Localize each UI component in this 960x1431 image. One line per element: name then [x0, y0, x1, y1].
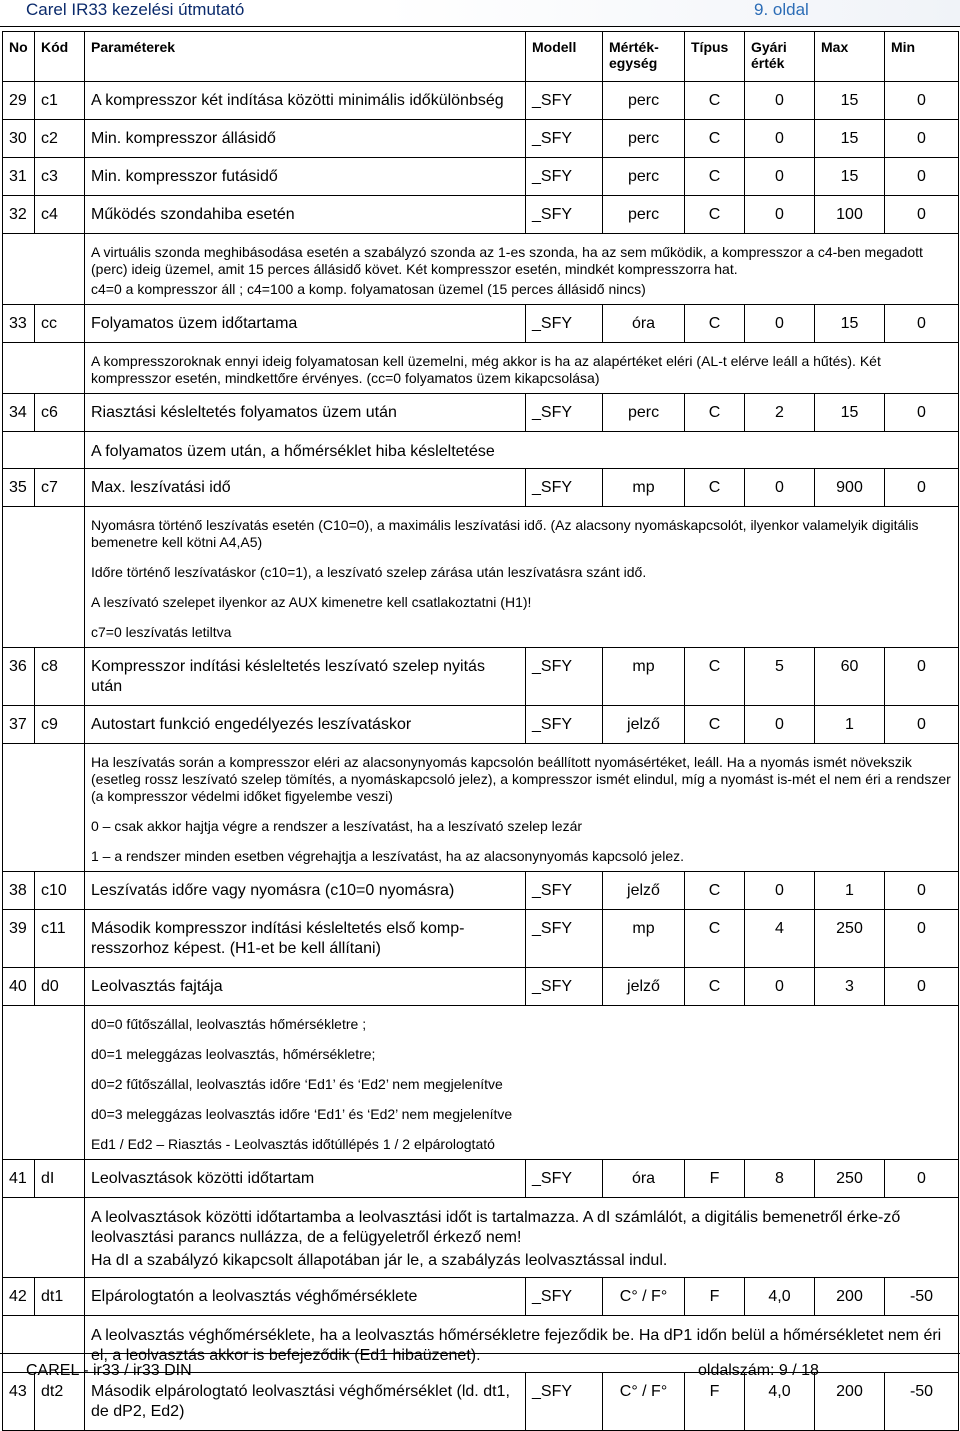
param-code: c1: [35, 82, 85, 120]
param-no: 36: [3, 648, 35, 706]
param-max: 15: [815, 158, 885, 196]
param-type: C: [685, 648, 745, 706]
param-name: Min. kompresszor állásidő: [85, 120, 526, 158]
param-default: 0: [745, 968, 815, 1006]
table-row: [3, 469, 959, 507]
param-code: d0: [35, 968, 85, 1006]
param-name: Leolvasztás fajtája: [85, 968, 526, 1006]
param-min: 0: [885, 1160, 959, 1198]
description-row: [3, 432, 959, 469]
description-spacer: [3, 507, 85, 648]
param-type: C: [685, 469, 745, 507]
param-unit: mp: [603, 469, 685, 507]
param-description: [85, 1198, 959, 1278]
description-row: [3, 343, 959, 394]
table-row: [3, 968, 959, 1006]
param-code: c7: [35, 469, 85, 507]
param-default: 4,0: [745, 1373, 815, 1431]
description-line: A kompresszoroknak ennyi ideig folyamatosan kell üzemelni, még akkor is ha az alapértéket eléri (AL-t elérve leáll a hűtés). Két kompresszor esetén, mindkettőre érvényes. (cc=0 folyamatos üzem kikapcsolása): [91, 353, 881, 386]
param-min: 0: [885, 910, 959, 968]
column-header-unit: Mérték-egység: [603, 32, 685, 82]
param-model: _SFY: [526, 1160, 603, 1198]
column-header-max: Max: [815, 32, 885, 82]
param-description: [85, 744, 959, 872]
table-header: [3, 32, 959, 82]
param-model: _SFY: [526, 648, 603, 706]
description-spacer: [3, 234, 85, 305]
param-no: 30: [3, 120, 35, 158]
param-model: _SFY: [526, 910, 603, 968]
table-row: [3, 305, 959, 343]
description-line: A leszívató szelepet ilyenkor az AUX kimenetre kell csatlakoztatni (H1)!: [91, 594, 532, 610]
param-no: 31: [3, 158, 35, 196]
param-min: 0: [885, 394, 959, 432]
param-unit: mp: [603, 910, 685, 968]
description-row: [3, 1198, 959, 1278]
param-default: 0: [745, 196, 815, 234]
param-unit: C° / F°: [603, 1373, 685, 1431]
param-no: 41: [3, 1160, 35, 1198]
table-row: [3, 394, 959, 432]
param-max: 15: [815, 82, 885, 120]
table-row: [3, 1160, 959, 1198]
param-unit: perc: [603, 196, 685, 234]
description-line: 1 – a rendszer minden esetben végrehajtja a leszívatást, ha az alacsonynyomás kapcsoló jelez.: [91, 848, 685, 864]
param-default: 0: [745, 158, 815, 196]
param-type: C: [685, 394, 745, 432]
column-header-no: No: [3, 32, 35, 82]
param-name: Leolvasztások közötti időtartam: [85, 1160, 526, 1198]
param-max: 1: [815, 872, 885, 910]
param-type: F: [685, 1373, 745, 1431]
param-max: 100: [815, 196, 885, 234]
param-code: dt2: [35, 1373, 85, 1431]
param-unit: C° / F°: [603, 1278, 685, 1316]
param-no: 38: [3, 872, 35, 910]
param-max: 250: [815, 910, 885, 968]
document-title: Carel IR33 kezelési útmutató: [26, 0, 245, 19]
description-line: Nyomásra történő leszívatás esetén (C10=0), a maximális leszívatási idő. (Az alacsony nyomáskapcsolót, ilyenkor valamelyik digitális bemenetre kell kötni A4,A5): [91, 517, 919, 550]
param-no: 33: [3, 305, 35, 343]
table-row: [3, 872, 959, 910]
param-default: 2: [745, 394, 815, 432]
param-default: 4: [745, 910, 815, 968]
param-code: c3: [35, 158, 85, 196]
param-default: 5: [745, 648, 815, 706]
param-no: 39: [3, 910, 35, 968]
param-type: C: [685, 158, 745, 196]
param-no: 42: [3, 1278, 35, 1316]
param-unit: perc: [603, 120, 685, 158]
param-default: 0: [745, 872, 815, 910]
param-unit: perc: [603, 82, 685, 120]
param-name: Leszívatás időre vagy nyomásra (c10=0 nyomásra): [85, 872, 526, 910]
table-row: [3, 120, 959, 158]
param-no: 35: [3, 469, 35, 507]
param-max: 15: [815, 305, 885, 343]
param-name: Második kompresszor indítási késleltetés első komp-resszorhoz képest. (H1-et be kell állítani): [85, 910, 526, 968]
param-unit: jelző: [603, 706, 685, 744]
param-name: Autostart funkció engedélyezés leszívatáskor: [85, 706, 526, 744]
param-default: 8: [745, 1160, 815, 1198]
table-row: [3, 158, 959, 196]
description-spacer: [3, 1006, 85, 1160]
param-default: 0: [745, 305, 815, 343]
description-line: Ha leszívatás során a kompresszor eléri az alacsonynyomás kapcsolón beállított nyomásértéket, leáll. Ha a nyomás ismét növekszik (esetleg rossz leszívató szelep tömítés, a nyomáskapcsoló jelez), a kompresszor ismét elindul, míg a nyomást is-mét el nem éri a rendszer (a kompresszor védelmi időket figyelembe veszi): [91, 754, 951, 804]
param-type: C: [685, 968, 745, 1006]
param-no: 37: [3, 706, 35, 744]
description-line: d0=3 meleggázas leolvasztás időre ‘Ed1’ és ‘Ed2’ nem megjelenítve: [91, 1106, 513, 1122]
description-line: c4=0 a kompresszor áll ; c4=100 a komp. folyamatosan üzemel (15 perces állásidő nincs): [91, 281, 646, 297]
description-line: d0=1 meleggázas leolvasztás, hőmérsékletre;: [91, 1046, 376, 1062]
param-min: -50: [885, 1278, 959, 1316]
footer-page-count: oldalszám: 9 / 18: [698, 1362, 819, 1379]
param-name: Folyamatos üzem időtartama: [85, 305, 526, 343]
description-line: d0=2 fűtőszállal, leolvasztás időre ‘Ed1’ és ‘Ed2’ nem megjelenítve: [91, 1076, 503, 1092]
param-description: [85, 1006, 959, 1160]
param-name: Max. leszívatási idő: [85, 469, 526, 507]
description-line: Időre történő leszívatáskor (c10=1), a leszívató szelep zárása után leszívatásra szánt idő.: [91, 564, 647, 580]
param-min: 0: [885, 706, 959, 744]
param-unit: perc: [603, 158, 685, 196]
param-unit: óra: [603, 1160, 685, 1198]
description-row: [3, 1006, 959, 1160]
param-no: 40: [3, 968, 35, 1006]
param-description: [85, 234, 959, 305]
param-min: 0: [885, 648, 959, 706]
column-header-type: Típus: [685, 32, 745, 82]
param-type: C: [685, 82, 745, 120]
description-line: d0=0 fűtőszállal, leolvasztás hőmérsékletre ;: [91, 1016, 367, 1032]
param-model: _SFY: [526, 1373, 603, 1431]
param-name: Min. kompresszor futásidő: [85, 158, 526, 196]
param-model: _SFY: [526, 968, 603, 1006]
param-min: 0: [885, 120, 959, 158]
column-header-parameters: Paraméterek: [85, 32, 526, 82]
description-line: A leolvasztás véghőmérséklete, ha a leolvasztás hőmérsékletre fejeződik be. Ha dP1 időn belül a hőmérsékletet nem éri el, a leolvasztás akkor is befejeződik (Ed1 hibaüzenet).: [91, 1327, 942, 1364]
param-model: _SFY: [526, 1278, 603, 1316]
table-row: [3, 82, 959, 120]
param-code: c8: [35, 648, 85, 706]
table-row: [3, 648, 959, 706]
param-name: Riasztási késleltetés folyamatos üzem után: [85, 394, 526, 432]
description-spacer: [3, 744, 85, 872]
param-code: c11: [35, 910, 85, 968]
param-code: c6: [35, 394, 85, 432]
param-code: cc: [35, 305, 85, 343]
param-unit: mp: [603, 648, 685, 706]
param-unit: óra: [603, 305, 685, 343]
description-line: A leolvasztások közötti időtartamba a leolvasztási időt is tartalmazza. A dI számlálót, a digitális bemenetről érke-ző leolvasztási parancs nullázza, de a felügyeletről érkező nem!: [91, 1209, 901, 1246]
param-type: C: [685, 305, 745, 343]
param-unit: jelző: [603, 968, 685, 1006]
param-unit: jelző: [603, 872, 685, 910]
param-type: C: [685, 196, 745, 234]
param-model: _SFY: [526, 394, 603, 432]
description-row: [3, 234, 959, 305]
column-header-default: Gyári érték: [745, 32, 815, 82]
param-default: 0: [745, 120, 815, 158]
param-no: 34: [3, 394, 35, 432]
param-model: _SFY: [526, 305, 603, 343]
param-default: 0: [745, 469, 815, 507]
page-number: 9. oldal: [754, 0, 809, 19]
page-header: [0, 0, 960, 27]
param-max: 60: [815, 648, 885, 706]
param-max: 1: [815, 706, 885, 744]
param-min: 0: [885, 305, 959, 343]
description-spacer: [3, 1198, 85, 1278]
param-max: 15: [815, 394, 885, 432]
table-row: [3, 706, 959, 744]
table-row: [3, 910, 959, 968]
param-code: c2: [35, 120, 85, 158]
description-spacer: [3, 432, 85, 469]
param-model: _SFY: [526, 469, 603, 507]
description-line: c7=0 leszívatás letiltva: [91, 624, 232, 640]
table-row: [3, 196, 959, 234]
param-model: _SFY: [526, 196, 603, 234]
param-type: C: [685, 872, 745, 910]
param-type: F: [685, 1278, 745, 1316]
param-type: C: [685, 706, 745, 744]
param-no: 43: [3, 1373, 35, 1431]
param-name: Második elpárologtató leolvasztási véghőmérséklet (ld. dt1, de dP2, Ed2): [85, 1373, 526, 1431]
param-unit: perc: [603, 394, 685, 432]
description-spacer: [3, 343, 85, 394]
param-max: 200: [815, 1278, 885, 1316]
param-name: Működés szondahiba esetén: [85, 196, 526, 234]
param-model: _SFY: [526, 82, 603, 120]
param-default: 0: [745, 706, 815, 744]
description-line: Ha dI a szabályzó kikapcsolt állapotában jár le, a szabályzás leolvasztással indul.: [91, 1252, 668, 1269]
param-min: 0: [885, 82, 959, 120]
param-description: [85, 432, 959, 469]
param-min: 0: [885, 872, 959, 910]
description-line: 0 – csak akkor hajtja végre a rendszer a leszívatást, ha a leszívató szelep lezár: [91, 818, 583, 834]
column-header-model: Modell: [526, 32, 603, 82]
param-no: 32: [3, 196, 35, 234]
param-min: -50: [885, 1373, 959, 1431]
param-model: _SFY: [526, 872, 603, 910]
column-header-min: Min: [885, 32, 959, 82]
param-code: c4: [35, 196, 85, 234]
param-model: _SFY: [526, 120, 603, 158]
table-row: [3, 1278, 959, 1316]
param-type: C: [685, 910, 745, 968]
description-row: [3, 507, 959, 648]
param-min: 0: [885, 158, 959, 196]
param-max: 3: [815, 968, 885, 1006]
description-line: A virtuális szonda meghibásodása esetén a szabályzó szonda az 1-es szonda, ha az sem működik, a kompresszor a c4-ben megadott (perc) ideig üzemel, amit 15 perces állásidő követ. Két kompresszor esetén, mindkét kompresszorra hat.: [91, 244, 923, 277]
param-type: C: [685, 120, 745, 158]
param-description: [85, 507, 959, 648]
param-model: _SFY: [526, 706, 603, 744]
param-min: 0: [885, 469, 959, 507]
param-max: 250: [815, 1160, 885, 1198]
param-name: A kompresszor két indítása közötti minimális időkülönbség: [85, 82, 526, 120]
param-model: _SFY: [526, 158, 603, 196]
param-type: F: [685, 1160, 745, 1198]
param-name: Kompresszor indítási késleltetés leszívató szelep nyitás után: [85, 648, 526, 706]
param-default: 4,0: [745, 1278, 815, 1316]
parameter-table: [2, 31, 959, 1431]
param-max: 900: [815, 469, 885, 507]
param-max: 200: [815, 1373, 885, 1431]
param-code: c9: [35, 706, 85, 744]
param-name: Elpárologtatón a leolvasztás véghőmérséklete: [85, 1278, 526, 1316]
param-code: dt1: [35, 1278, 85, 1316]
description-line: Ed1 / Ed2 – Riasztás - Leolvasztás időtúllépés 1 / 2 elpárologtató: [91, 1136, 495, 1152]
footer-model: CAREL - ir33 / ir33 DIN: [26, 1362, 192, 1379]
param-min: 0: [885, 968, 959, 1006]
param-default: 0: [745, 82, 815, 120]
param-no: 29: [3, 82, 35, 120]
param-code: c10: [35, 872, 85, 910]
page-footer: [0, 1353, 960, 1383]
param-max: 15: [815, 120, 885, 158]
param-code: dI: [35, 1160, 85, 1198]
param-description: [85, 343, 959, 394]
parameter-rows: [3, 82, 959, 1431]
description-row: [3, 744, 959, 872]
param-min: 0: [885, 196, 959, 234]
column-header-code: Kód: [35, 32, 85, 82]
description-line: A folyamatos üzem után, a hőmérséklet hiba késleltetése: [91, 443, 495, 460]
